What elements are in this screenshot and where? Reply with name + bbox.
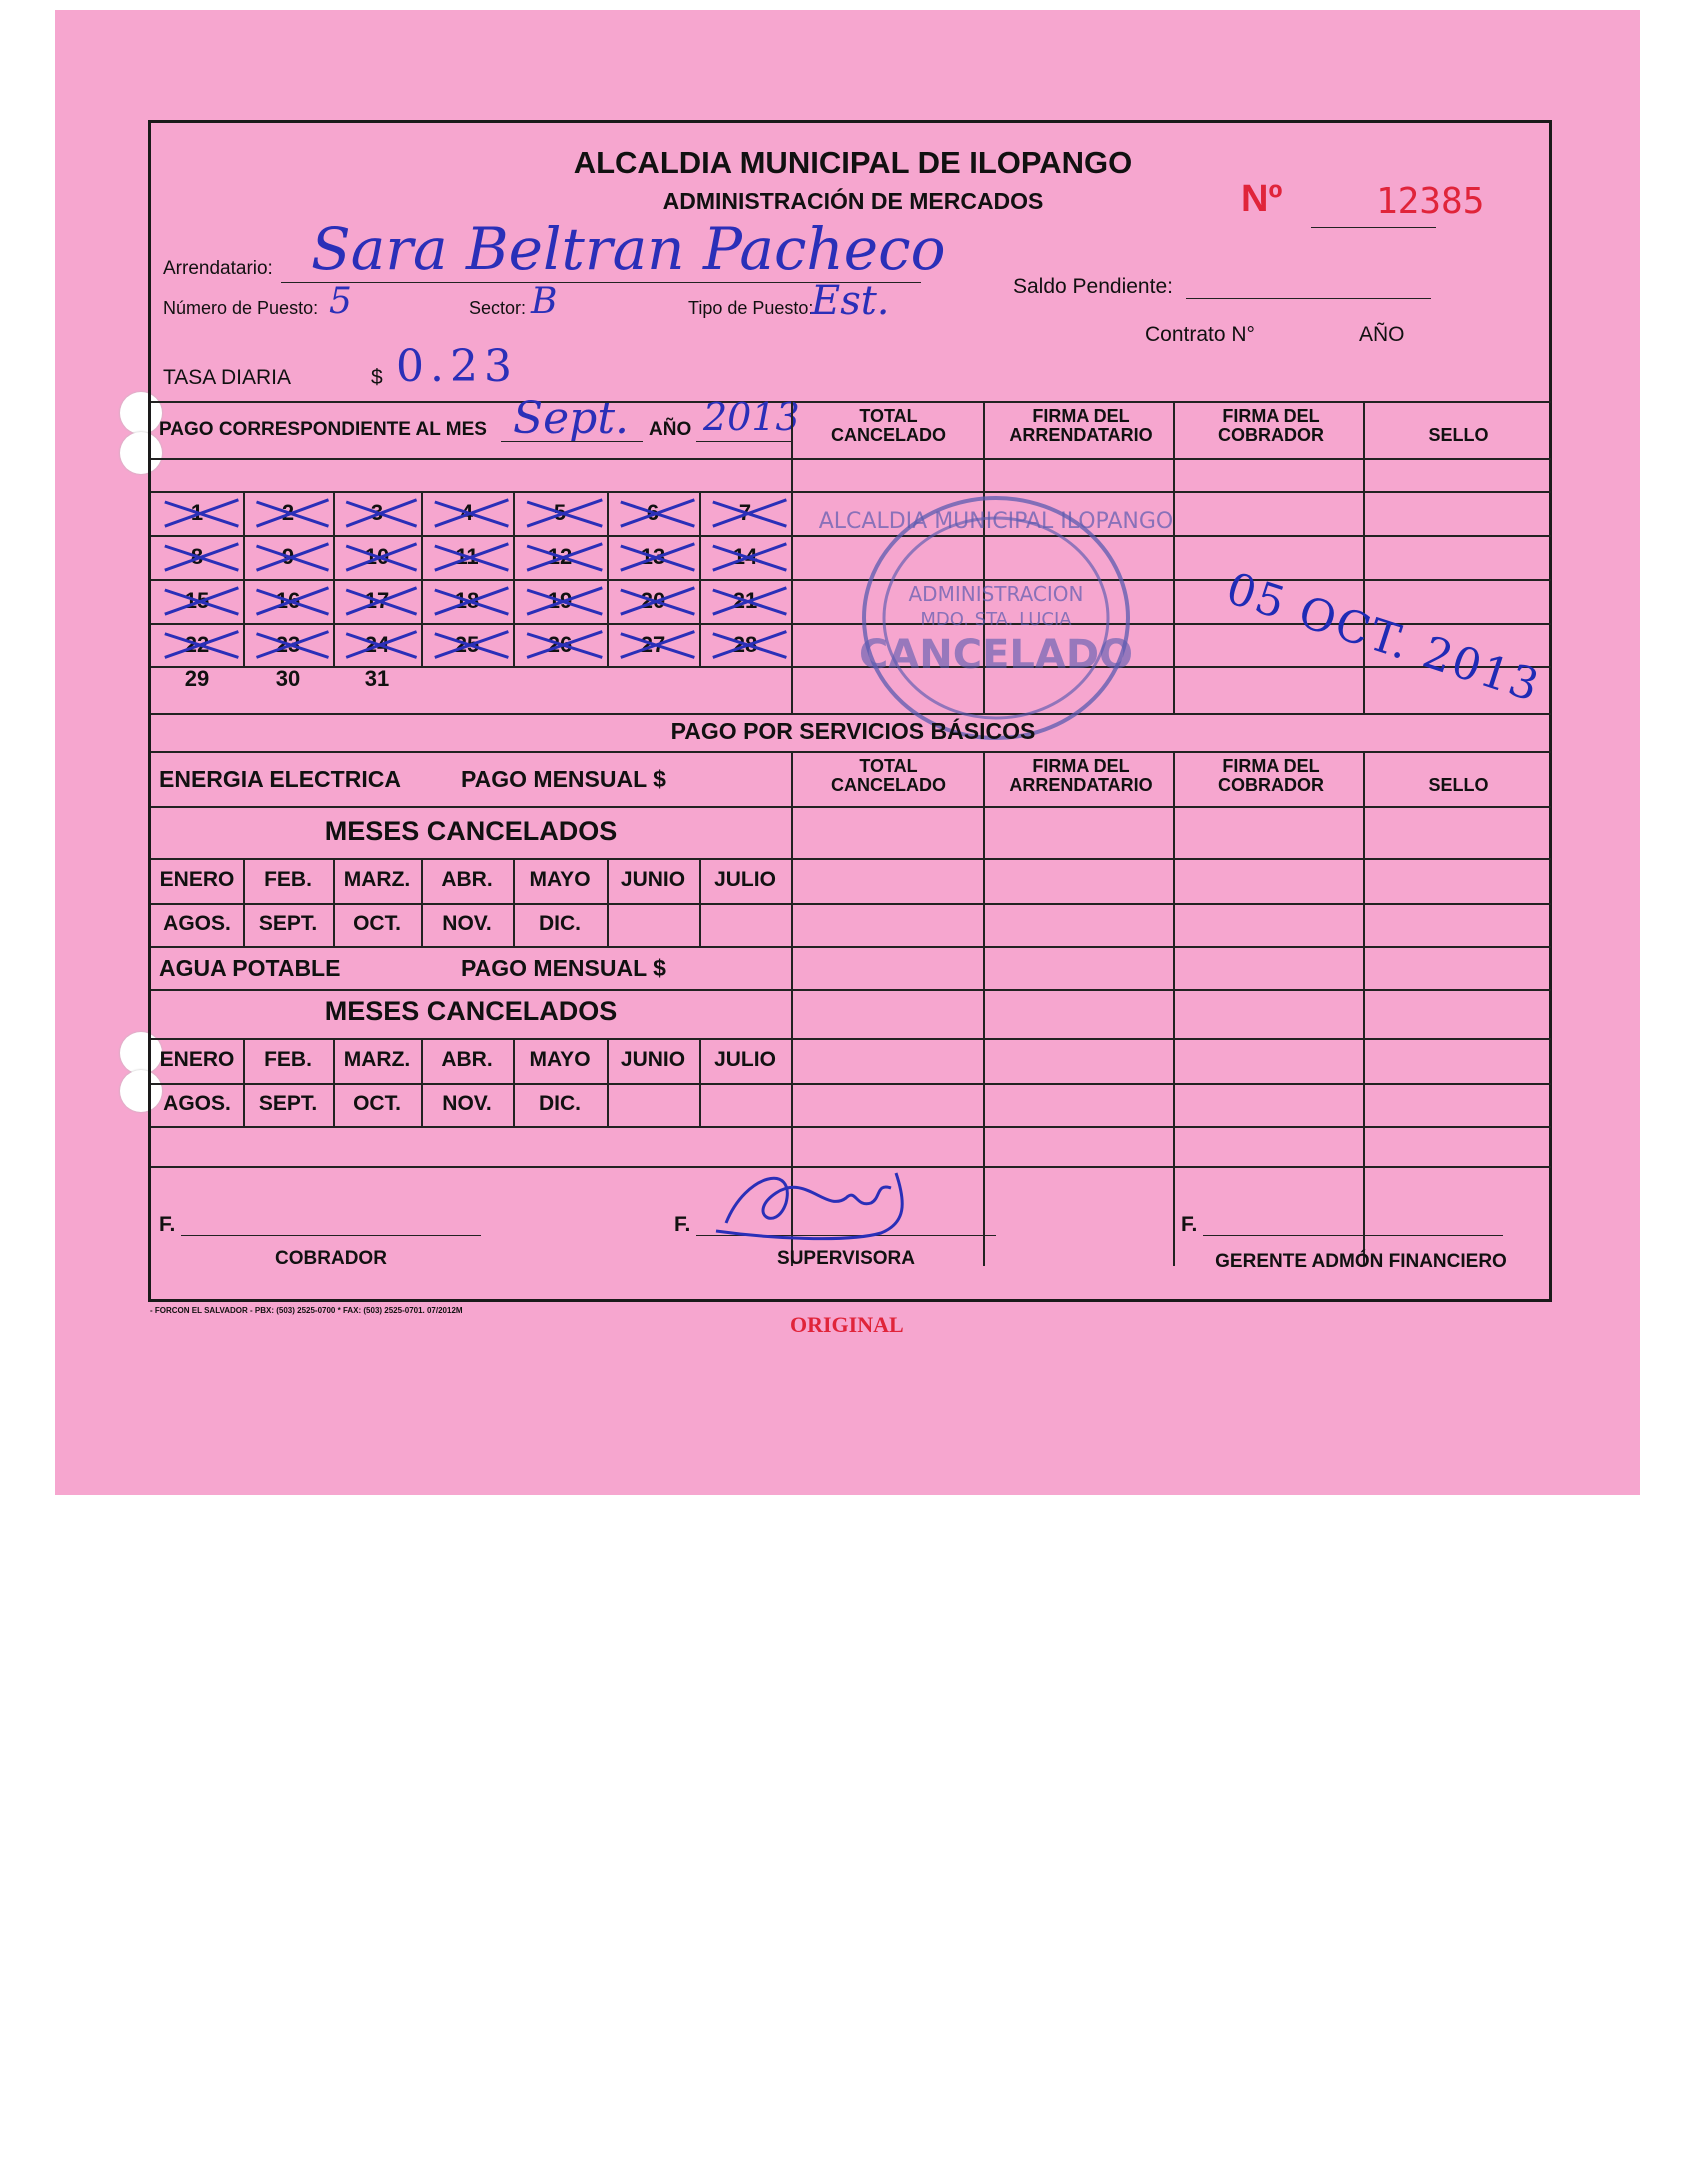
sector-value: B (531, 281, 558, 322)
col-sello: SELLO (1428, 425, 1489, 445)
day-cell (333, 491, 421, 535)
day-number: 14 (732, 544, 758, 569)
tipo-label: Tipo de Puesto: (688, 298, 814, 318)
day-cell (151, 579, 243, 623)
sig-gerente-f: F. (1181, 1213, 1198, 1236)
month-col-divider (333, 902, 335, 946)
agua-months-bottom (151, 1126, 1551, 1128)
sig-cobrador-f: F. (159, 1213, 176, 1236)
day-strike-mark (513, 491, 607, 535)
month-col-divider (243, 1082, 245, 1126)
day-strike-mark (421, 623, 513, 666)
day-cell (333, 623, 421, 666)
day-cell (333, 579, 421, 623)
day-number: 25 (454, 631, 480, 657)
month-col-divider (421, 1082, 423, 1126)
day-strike-mark (151, 491, 243, 535)
stamp-line-4: CANCELADO (858, 632, 1134, 678)
month-cell: NOV. (442, 1092, 492, 1115)
day-strike-mark (333, 623, 421, 666)
svc-col-firma-cobrador: FIRMA DEL COBRADOR (1218, 756, 1324, 795)
month-col-divider (243, 858, 245, 902)
payment-header-bottom (151, 458, 1551, 460)
col-total-cancelado: TOTAL CANCELADO (831, 406, 946, 445)
month-cell: MAYO (529, 868, 591, 891)
day-strike-mark (243, 535, 333, 579)
day-strike-mark (699, 491, 791, 535)
day-strike-mark (421, 535, 513, 579)
day-number: 3 (370, 500, 384, 525)
month-cell: OCT. (353, 1092, 401, 1115)
day-cell (421, 535, 513, 579)
tasa-label: TASA DIARIA (163, 366, 291, 389)
month-col-divider (699, 858, 701, 902)
day-cell (421, 579, 513, 623)
day-number: 11 (455, 544, 479, 569)
month-cell: DIC. (539, 912, 581, 935)
month-col-divider (333, 1038, 335, 1082)
day-cell (151, 535, 243, 579)
svc-col-4 (1363, 751, 1365, 1266)
month-cell: MARZ. (343, 1048, 411, 1071)
sig-supervisora-f: F. (674, 1213, 691, 1236)
day-number: 20 (640, 588, 666, 613)
agua-meses-cancelados: MESES CANCELADOS (324, 996, 618, 1026)
day-cell (699, 623, 791, 666)
day-cell (151, 491, 243, 535)
month-cell: OCT. (353, 912, 401, 935)
payment-year-underline (696, 441, 791, 442)
day-strike-mark (607, 579, 699, 623)
day-number: 26 (547, 631, 573, 657)
sig-gerente-label: GERENTE ADMÓN FINANCIERO (1215, 1251, 1507, 1272)
day-number: 4 (460, 500, 474, 525)
month-col-divider (243, 902, 245, 946)
day-cell (699, 491, 791, 535)
month-col-divider (699, 902, 701, 946)
receipt-form (148, 120, 1552, 1302)
month-col-divider (333, 1082, 335, 1126)
month-cell: MAYO (529, 1048, 591, 1071)
day-strike-mark (607, 491, 699, 535)
day-strike-mark (699, 579, 791, 623)
svc-col-sello: SELLO (1428, 775, 1489, 795)
day-number: 31 (364, 666, 390, 691)
col-firma-arrendatario: FIRMA DEL ARRENDATARIO (1009, 406, 1153, 445)
day-cell (607, 491, 699, 535)
cancelado-stamp (818, 483, 1174, 753)
payment-month-value: Sept. (513, 393, 630, 444)
month-col-divider (607, 1082, 609, 1126)
day-number: 10 (364, 544, 390, 569)
day-cell (607, 579, 699, 623)
payment-year-label: AÑO (649, 419, 692, 440)
col-firma-cobrador: FIRMA DEL COBRADOR (1218, 406, 1324, 445)
agua-header-bottom (151, 989, 1551, 991)
day-strike-mark (151, 579, 243, 623)
month-col-divider (243, 1038, 245, 1082)
day-cell (151, 623, 243, 666)
day-number: 19 (547, 588, 573, 613)
payment-month-label: PAGO CORRESPONDIENTE AL MES (159, 419, 487, 440)
day-number: 21 (732, 588, 758, 613)
contrato-ano-label: AÑO (1359, 323, 1405, 346)
day-number: 30 (275, 666, 301, 691)
services-title: PAGO POR SERVICIOS BÁSICOS (670, 718, 1036, 744)
day-strike-mark (333, 579, 421, 623)
tipo-value: Est. (811, 278, 890, 324)
receipt-number-label: Nº (1241, 178, 1283, 220)
month-col-divider (513, 902, 515, 946)
arrendatario-value: Sara Beltran Pacheco (311, 215, 946, 283)
sector-label: Sector: (469, 298, 527, 318)
svc-col-firma-arrendatario: FIRMA DEL ARRENDATARIO (1009, 756, 1153, 795)
arrendatario-label: Arrendatario: (163, 258, 273, 279)
day-strike-mark (421, 579, 513, 623)
day-cell (699, 535, 791, 579)
month-col-divider (421, 902, 423, 946)
day-strike-mark (151, 623, 243, 666)
agua-months-top (151, 1038, 1551, 1040)
sig-gerente-line (1203, 1235, 1503, 1236)
agua-label: AGUA POTABLE (159, 955, 341, 981)
day-cell (607, 623, 699, 666)
payment-year-value: 2013 (703, 395, 800, 439)
day-number: 28 (732, 631, 758, 657)
month-cell: SEPT. (258, 1092, 318, 1115)
month-cell: NOV. (442, 912, 492, 935)
day-number: 16 (275, 588, 301, 613)
receipt-number-underline (1311, 227, 1436, 228)
month-col-divider (513, 1082, 515, 1126)
day-cell (607, 535, 699, 579)
header-title: ALCALDIA MUNICIPAL DE ILOPANGO (573, 145, 1133, 180)
day-strike-mark (333, 535, 421, 579)
day-number: 12 (547, 544, 573, 569)
month-cell: FEB. (264, 868, 312, 891)
energia-pago-mensual: PAGO MENSUAL $ (461, 766, 666, 792)
day-strike-mark (151, 535, 243, 579)
sig-cobrador-label: COBRADOR (275, 1248, 387, 1269)
day-number: 18 (454, 588, 480, 613)
day-cell (333, 535, 421, 579)
month-cell: JUNIO (620, 1048, 686, 1071)
receipt-number: 12385 (1376, 181, 1485, 222)
day-number: 7 (738, 500, 752, 525)
day-cell (243, 535, 333, 579)
energia-meses-cancelados: MESES CANCELADOS (324, 816, 618, 846)
day-strike-mark (607, 535, 699, 579)
energia-months-mid (151, 903, 1551, 905)
stamp-line-3: MDO. STA. LUCIA (920, 609, 1072, 630)
month-cell: JULIO (714, 1048, 776, 1071)
services-header-bottom (151, 806, 1551, 808)
day-strike-mark (243, 579, 333, 623)
month-col-divider (333, 858, 335, 902)
month-cell: ABR. (441, 1048, 493, 1071)
day-number: 27 (640, 631, 666, 657)
stamp-line-1: ALCALDIA MUNICIPAL ILOPANGO (818, 509, 1174, 534)
day-number: 24 (364, 631, 390, 657)
energia-months-bottom (151, 946, 1551, 948)
day-cell (699, 579, 791, 623)
day-cell (513, 623, 607, 666)
energia-months-top (151, 858, 1551, 860)
svc-col-total-cancelado: TOTAL CANCELADO (831, 756, 946, 795)
day-cell (421, 623, 513, 666)
day-cell (243, 623, 333, 666)
month-cell: ABR. (441, 868, 493, 891)
month-cell: JUNIO (620, 868, 686, 891)
day-cell (243, 491, 333, 535)
header-subtitle: ADMINISTRACIÓN DE MERCADOS (662, 188, 1044, 214)
month-col-divider (607, 1038, 609, 1082)
sig-supervisora-label: SUPERVISORA (777, 1248, 915, 1269)
month-cell: AGOS. (163, 912, 231, 935)
tasa-currency: $ (371, 366, 383, 389)
day-number: 6 (646, 500, 660, 525)
day-number: 5 (553, 500, 567, 525)
month-cell: JULIO (714, 868, 776, 891)
day-number: 17 (364, 588, 390, 613)
month-col-divider (699, 1082, 701, 1126)
day-strike-mark (333, 491, 421, 535)
day-strike-mark (699, 623, 791, 666)
month-col-divider (513, 858, 515, 902)
svc-col-3 (1173, 751, 1175, 1266)
month-col-divider (699, 1038, 701, 1082)
day-cell (513, 491, 607, 535)
svc-col-2 (983, 751, 985, 1266)
month-col-divider (513, 1038, 515, 1082)
puesto-value: 5 (329, 281, 352, 322)
day-cell (513, 535, 607, 579)
day-number: 23 (275, 631, 301, 657)
tasa-value: 0.23 (396, 341, 518, 392)
month-cell: FEB. (264, 1048, 312, 1071)
day-number: 22 (184, 631, 210, 657)
energia-label: ENERGIA ELECTRICA (159, 766, 401, 792)
day-number: 1 (190, 500, 204, 525)
services-top-line (151, 751, 1551, 753)
agua-months-mid (151, 1083, 1551, 1085)
day-number: 29 (184, 666, 210, 691)
day-strike-mark (607, 623, 699, 666)
day-cell (421, 491, 513, 535)
month-cell: MARZ. (343, 868, 411, 891)
month-col-divider (607, 858, 609, 902)
date-stamp: 05 OCT. 2013 (1220, 563, 1547, 713)
day-number: 15 (184, 588, 210, 613)
printer-footer: - FORCON EL SALVADOR - PBX: (503) 2525-0700 * FAX: (503) 2525-0701. 07/2012M (150, 1306, 463, 1315)
day-cell (243, 579, 333, 623)
day-strike-mark (699, 535, 791, 579)
saldo-underline (1186, 298, 1431, 299)
saldo-label: Saldo Pendiente: (1013, 275, 1173, 298)
day-strike-mark (421, 491, 513, 535)
day-strike-mark (243, 491, 333, 535)
contrato-label: Contrato N° (1145, 323, 1255, 346)
month-cell: SEPT. (258, 912, 318, 935)
day-strike-mark (243, 623, 333, 666)
puesto-label: Número de Puesto: (163, 298, 319, 318)
payment-month-underline (501, 441, 643, 442)
month-col-divider (607, 902, 609, 946)
month-col-divider (421, 1038, 423, 1082)
sig-cobrador-line (181, 1235, 481, 1236)
day-number: 2 (281, 500, 295, 525)
agua-pago-mensual: PAGO MENSUAL $ (461, 955, 666, 981)
day-strike-mark (513, 535, 607, 579)
supervisora-signature (706, 1153, 966, 1253)
day-number: 9 (281, 544, 295, 569)
month-cell: ENERO (159, 1048, 235, 1071)
month-cell: DIC. (539, 1092, 581, 1115)
month-cell: AGOS. (163, 1092, 231, 1115)
original-label: ORIGINAL (790, 1312, 904, 1337)
payment-top-line (151, 401, 1551, 403)
day-number: 8 (190, 544, 204, 569)
month-col-divider (421, 858, 423, 902)
day-strike-mark (513, 579, 607, 623)
day-number: 13 (640, 544, 666, 569)
month-cell: ENERO (159, 868, 235, 891)
day-strike-mark (513, 623, 607, 666)
day-cell (513, 579, 607, 623)
stamp-line-2: ADMINISTRACION (908, 582, 1084, 606)
